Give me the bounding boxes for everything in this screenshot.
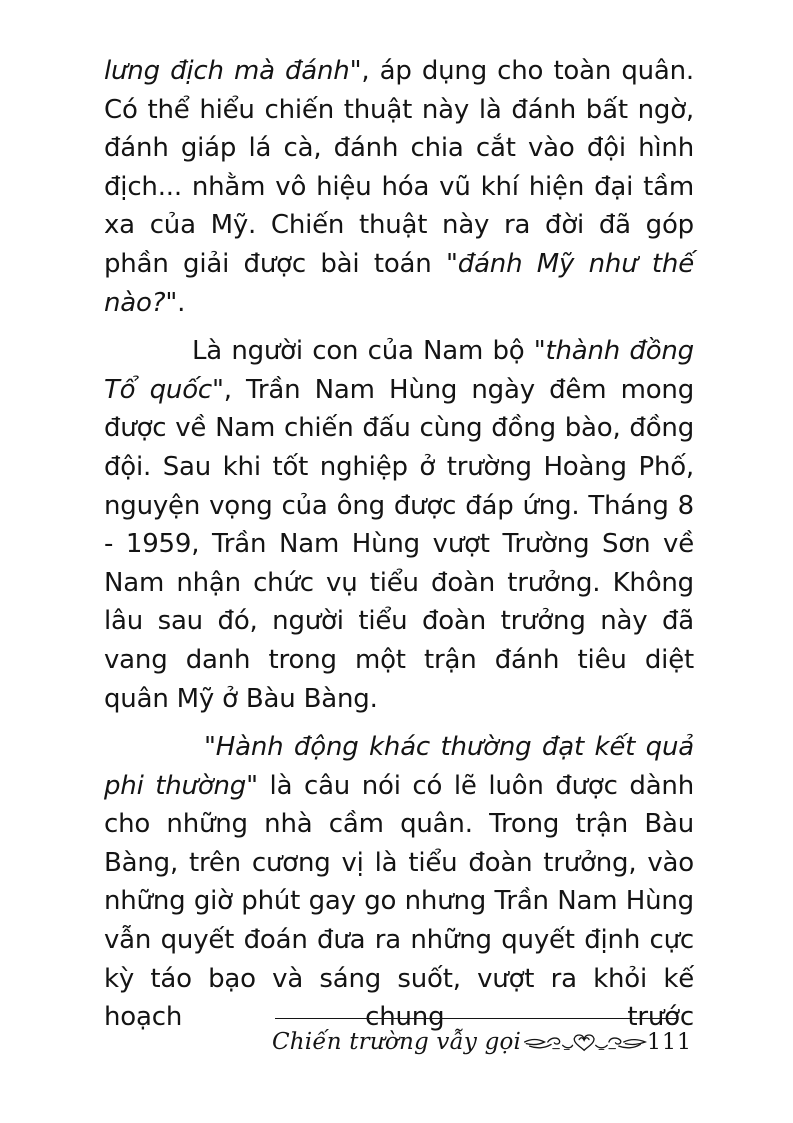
- paragraph-text: .: [177, 287, 186, 318]
- running-title: Chiến trường vẫy gọi: [272, 1029, 522, 1055]
- paragraph-3: [104, 728, 694, 1037]
- paragraph-text: , áp dụng cho toàn quân. Có thể hiểu chiến thuật này là đánh bất ngờ, đánh giáp lá cà, đánh chia cắt vào đội hình địch... nhằm vô hiệu hóa vũ khí hiện đại tầm xa của Mỹ. Chiến thuật này ra đời đã góp phần giải được bài toán: [104, 56, 694, 279]
- paragraph-1: [104, 52, 694, 322]
- decorative-scroll-ornament-icon: [523, 1028, 647, 1056]
- paragraph-2: [104, 332, 694, 718]
- paragraph-text: , Trần Nam Hùng ngày đêm mong được về Nam chiến đấu cùng đồng bào, đồng đội. Sau khi tốt nghiệp ở trường Hoàng Phố, nguyện vọng của ông được đáp ứng. Tháng 8 - 1959, Trần Nam Hùng vượt Trường Sơn về Nam nhận chức vụ tiểu đoàn trưởng. Không lâu sau đó, người tiểu đoàn trưởng này đã vang danh trong một trận đánh tiêu diệt quân Mỹ ở Bàu Bàng.: [104, 374, 694, 714]
- page-number: 111: [647, 1029, 692, 1055]
- quote-text: "thành đồng Tổ quốc": [104, 336, 694, 405]
- quote-text: lưng địch mà đánh": [104, 56, 362, 86]
- paragraph-text: là câu nói có lẽ luôn được dành cho những nhà cầm quân. Trong trận Bàu Bàng, trên cương vị là tiểu đoàn trưởng, vào những giờ phút gay go nhưng Trần Nam Hùng vẫn quyết đoán đưa ra những quyết định cực kỳ táo bạo và sáng suốt, vượt ra khỏi kế hoạch chung trước: [104, 770, 694, 1033]
- paragraph-text: Là người con của Nam bộ: [192, 336, 534, 367]
- page-footer: [272, 1022, 692, 1062]
- quote-text: "đánh Mỹ như thế nào?": [104, 248, 694, 318]
- page-body-text: [104, 52, 694, 1037]
- footer-divider: [275, 1018, 677, 1019]
- quote-text: "Hành động khác thường đạt kết quả phi thường": [104, 732, 694, 801]
